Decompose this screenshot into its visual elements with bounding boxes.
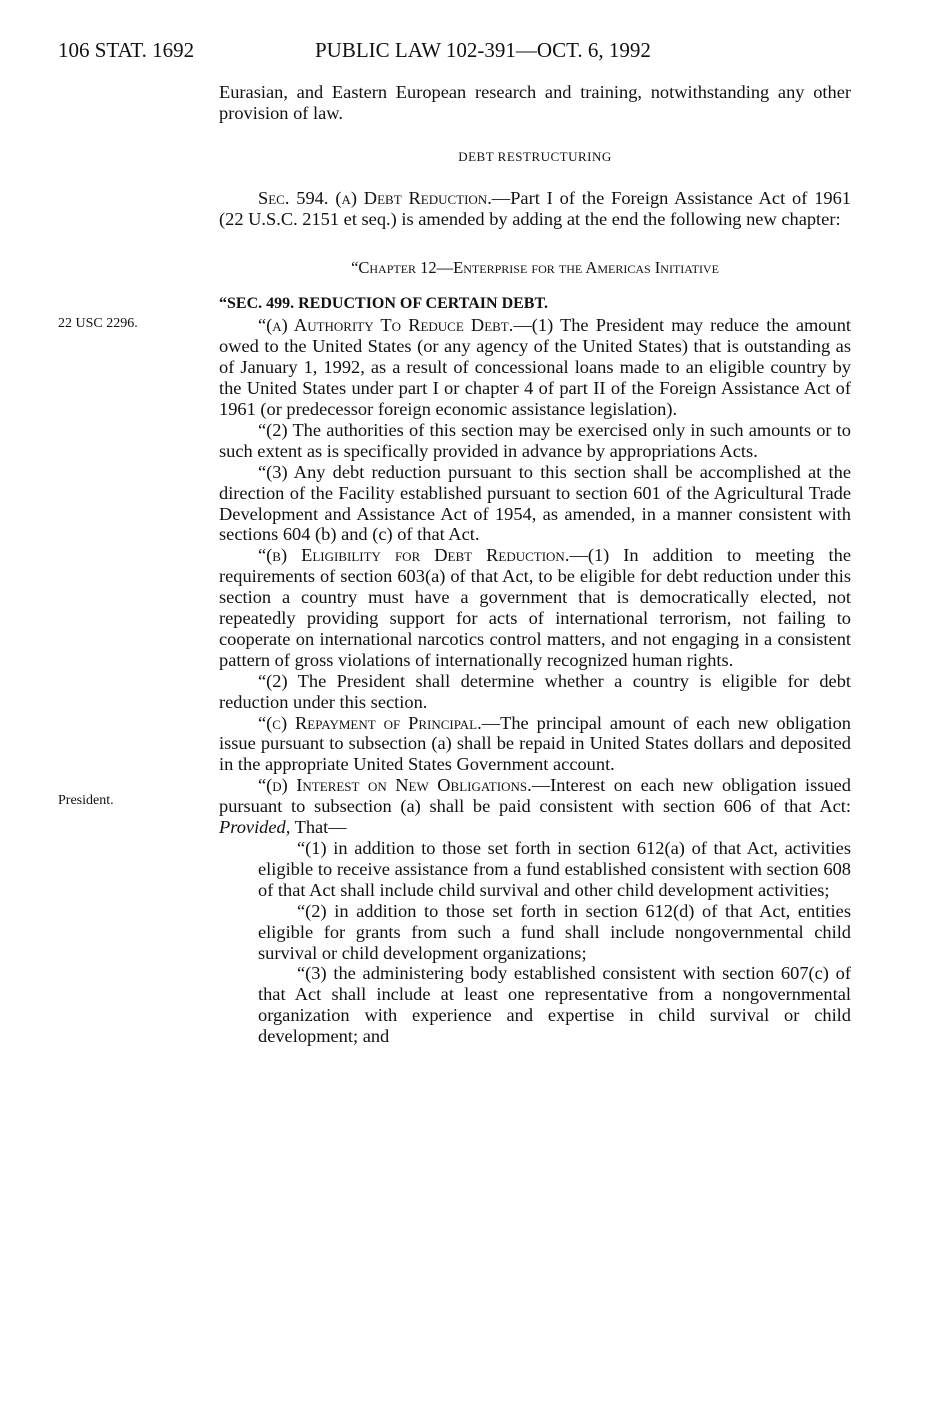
chapter-12-heading: “Chapter 12—Enterprise for the Americas Initiative (351, 257, 719, 277)
subsection-d-text: —Interest on each new obligation issued pursuant to subsection (a) shall be paid consistent with section 606 of that Act: (219, 775, 851, 817)
document-body (219, 82, 851, 1047)
subsection-a1 (219, 315, 851, 420)
section-594-label: Sec. 594. (a) Debt Reduction. (258, 187, 492, 208)
section-594-text: —Part I of the Foreign Assistance Act of 1961 (22 U.S.C. 2151 et seq.) is amended by adding at the end the following new chapter: (219, 187, 852, 229)
subsection-b2: “(2) The President shall determine whether a country is eligible for debt reduction under this section. (219, 670, 851, 712)
subsection-c-label: “(c) Repayment of Principal. (258, 712, 482, 733)
subsection-a3: “(3) Any debt reduction pursuant to this section shall be accomplished at the direction of the Facility established pursuant to section 601 of the Agricultural Trade Development and Assistance Act of 1954, as amended, in a manner consistent with sections 604 (b) and (c) of that Act. (219, 461, 851, 545)
statute-page-number: 106 STAT. 1692 (58, 38, 195, 62)
public-law-title: PUBLIC LAW 102-391—OCT. 6, 1992 (315, 38, 651, 62)
subsection-d-that: That— (290, 817, 347, 838)
subsection-d (219, 775, 851, 838)
paragraph-d3: “(3) the administering body established consistent with section 607(c) of that Act shall include at least one representative from a nongovernmental organization with experience and expertise in child survival or child development; and (258, 963, 851, 1047)
section-heading-debt-restructuring: DEBT RESTRUCTURING (458, 148, 612, 164)
subsection-c (219, 713, 851, 776)
paragraph-d2: “(2) in addition to those set forth in section 612(d) of that Act, entities eligible for grants from such a fund shall include nongovernmental child survival or child development organizations; (258, 900, 851, 963)
intro-paragraph: Eurasian, and Eastern European research and training, notwithstanding any other provision of law. (219, 82, 851, 123)
subsection-b-label: “(b) Eligibility for Debt Reduction. (258, 545, 570, 566)
section-594-paragraph (219, 188, 851, 230)
subsection-a1-text: —(1) The President may reduce the amount owed to the United States (or any agency of the United States) that is outstanding as of January 1, 1992, as a result of concessional loans made to an eligible country by the United States under part I or chapter 4 of part II of the Foreign Assistance Act of 1961 (or predecessor foreign economic assistance legislation). (219, 315, 851, 419)
paragraph-d1: “(1) in addition to those set forth in section 612(a) of that Act, activities eligible to receive assistance from a fund established consistent with section 608 of that Act shall include child survival and other child development activities; (258, 838, 851, 900)
subsection-d-provided: Provided, (219, 817, 291, 838)
subsection-a-label: “(a) Authority To Reduce Debt. (258, 315, 514, 336)
section-499-heading: “SEC. 499. REDUCTION OF CERTAIN DEBT. (219, 295, 548, 313)
margin-note-usc: 22 USC 2296. (58, 316, 138, 331)
subsection-a2: “(2) The authorities of this section may be exercised only in such amounts or to such extent as is specifically provided in advance by appropriations Acts. (219, 419, 851, 461)
subsection-b1-text: —(1) In addition to meeting the requirements of section 603(a) of that Act, to be eligible for debt reduction under this section a country must have a government that is democratically elected, not repeatedly providing support for acts of international terrorism, not failing to cooperate on international narcotics control matters, and not engaging in a consistent pattern of gross violations of internationally recognized human rights. (219, 545, 851, 670)
subsection-d-label: “(d) Interest on New Obligations. (258, 775, 532, 796)
subsection-b1 (219, 545, 851, 670)
subsection-c-text: —The principal amount of each new obligation issue pursuant to subsection (a) shall be repaid in United States dollars and deposited in the appropriate United States Government account. (219, 712, 851, 775)
margin-note-president: President. (58, 793, 114, 808)
